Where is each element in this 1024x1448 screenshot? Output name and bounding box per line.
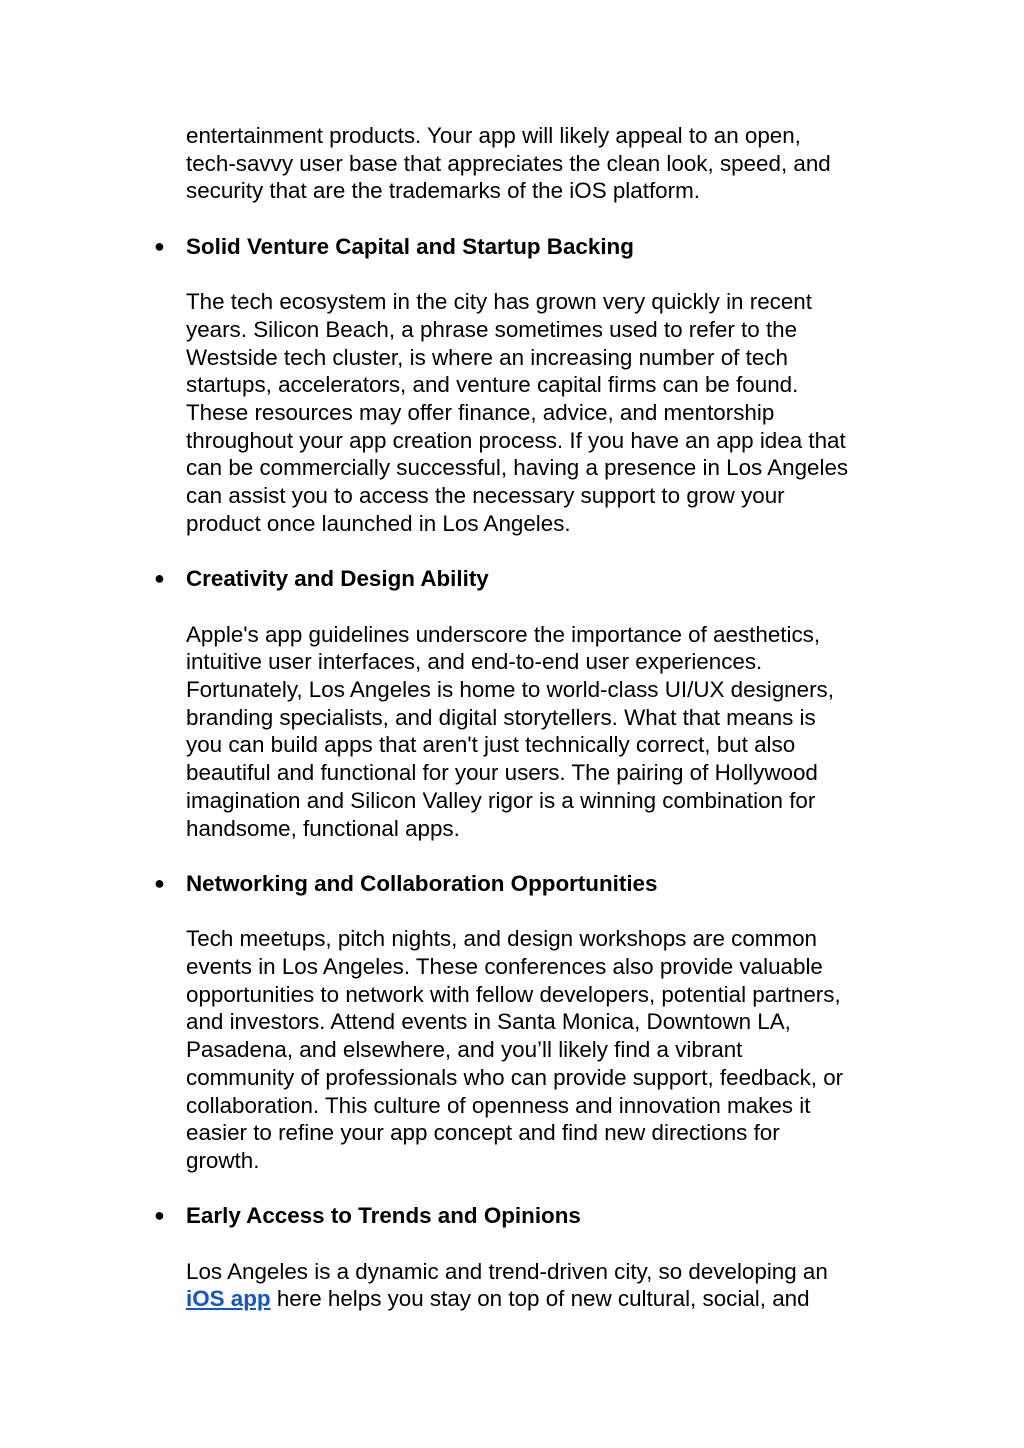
- section-paragraph-trends: [186, 1258, 906, 1313]
- text-line: Pasadena, and elsewhere, and you’ll likely find a vibrant: [186, 1037, 743, 1063]
- text-line: easier to refine your app concept and find new directions for: [186, 1120, 780, 1146]
- section-heading-venture-capital: [154, 233, 906, 261]
- text-line: The tech ecosystem in the city has grown very quickly in recent: [186, 289, 812, 315]
- text-line: Westside tech cluster, is where an increasing number of tech: [186, 344, 788, 370]
- text-line: branding specialists, and digital storytellers. What that means is: [186, 704, 816, 730]
- text-line: These resources may offer finance, advice, and mentorship: [186, 400, 775, 425]
- heading-text: Solid Venture Capital and Startup Backing: [186, 233, 634, 259]
- intro-paragraph: [186, 122, 906, 205]
- text-line: events in Los Angeles. These conferences also provide valuable: [186, 954, 823, 979]
- text-line: handsome, functional apps.: [186, 815, 460, 841]
- text-line: product once launched in Los Angeles.: [186, 510, 571, 536]
- text-line: can assist you to access the necessary support to grow your: [186, 483, 785, 509]
- ios-app-link[interactable]: iOS app: [186, 1286, 271, 1312]
- bullet-icon: ●: [154, 235, 165, 256]
- text-line: tech-savvy user base that appreciates the clean look, speed, and: [186, 150, 831, 176]
- heading-text: Early Access to Trends and Opinions: [186, 1203, 581, 1229]
- section-heading-trends: [154, 1202, 906, 1230]
- text-line: years. Silicon Beach, a phrase sometimes used to refer to the: [186, 316, 798, 342]
- text-line: startups, accelerators, and venture capital firms can be found.: [186, 372, 799, 398]
- text-line: imagination and Silicon Valley rigor is a winning combination for: [186, 787, 816, 813]
- heading-text: Networking and Collaboration Opportunities: [186, 870, 658, 896]
- text-line: growth.: [186, 1147, 260, 1173]
- bullet-icon: ●: [154, 872, 165, 893]
- text-line: security that are the trademarks of the iOS platform.: [186, 178, 700, 204]
- heading-text: Creativity and Design Ability: [186, 566, 489, 592]
- text-line: intuitive user interfaces, and end-to-end user experiences.: [186, 649, 763, 675]
- section-paragraph-venture-capital: [186, 288, 906, 537]
- text-line: and investors. Attend events in Santa Monica, Downtown LA,: [186, 1009, 791, 1035]
- section-heading-networking: [154, 870, 906, 898]
- text-line: throughout your app creation process. If you have an app idea that: [186, 427, 846, 453]
- text-line: Fortunately, Los Angeles is home to world-class UI/UX designers,: [186, 677, 834, 702]
- text-line: collaboration. This culture of openness and innovation makes it: [186, 1092, 811, 1118]
- text-line: beautiful and functional for your users. The pairing of Hollywood: [186, 760, 818, 786]
- text-line: Los Angeles is a dynamic and trend-driven city, so developing an: [186, 1258, 828, 1284]
- document-body: [154, 122, 906, 1313]
- text-line: entertainment products. Your app will likely appeal to an open,: [186, 123, 801, 148]
- text-line: opportunities to network with fellow developers, potential partners,: [186, 981, 841, 1007]
- text-line: Tech meetups, pitch nights, and design workshops are common: [186, 926, 818, 952]
- text-line: community of professionals who can provide support, feedback, or: [186, 1064, 844, 1090]
- text-line-rest: here helps you stay on top of new cultural, social, and: [270, 1286, 810, 1312]
- bullet-icon: ●: [154, 568, 165, 589]
- section-paragraph-creativity-design: [186, 621, 906, 843]
- section-heading-creativity-design: [154, 565, 906, 593]
- text-line: Apple's app guidelines underscore the importance of aesthetics,: [186, 621, 821, 647]
- text-line: you can build apps that aren't just technically correct, but also: [186, 732, 796, 758]
- bullet-icon: ●: [154, 1205, 165, 1226]
- section-paragraph-networking: [186, 925, 906, 1174]
- text-line: can be commercially successful, having a presence in Los Angeles: [186, 455, 849, 481]
- text-line-with-link: [186, 1285, 906, 1313]
